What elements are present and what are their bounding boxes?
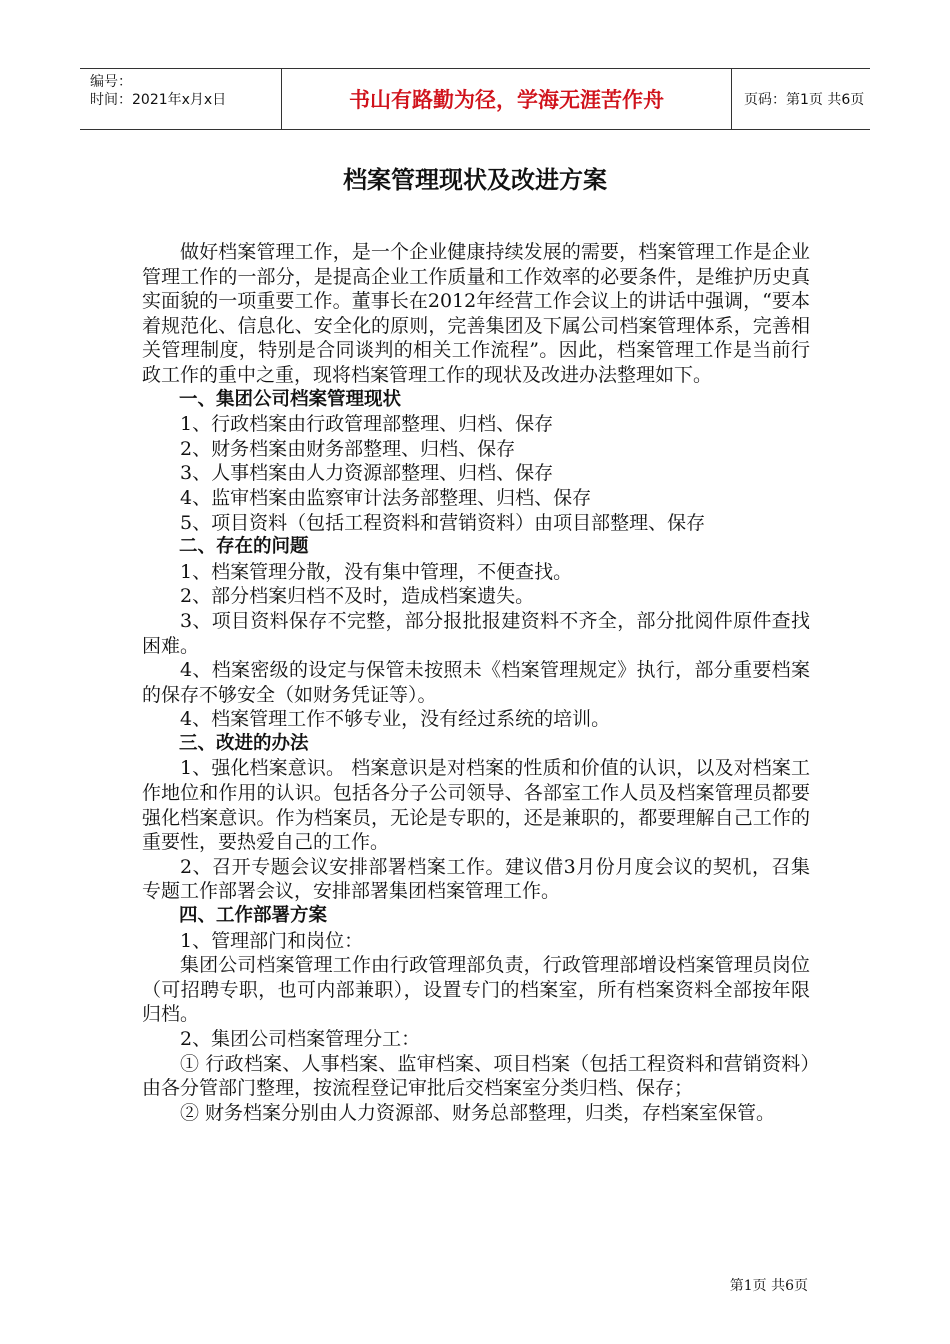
page-header <box>80 68 870 130</box>
list-item: 2、召开专题会议安排部署档案工作。建议借3月份月度会议的契机，召集专题工作部署会议，安排部署集团档案管理工作。 <box>142 855 810 903</box>
list-item: ② 财务档案分别由人力资源部、财务总部整理，归类，存档案室保管。 <box>180 1101 776 1124</box>
list-item: 5、项目资料（包括工程资料和营销资料）由项目部整理、保存 <box>180 511 706 534</box>
list-item: 3、人事档案由人力资源部整理、归档、保存 <box>180 462 554 485</box>
list-item: 1、档案管理分散，没有集中管理，不便查找。 <box>180 560 573 583</box>
list-item: 1、管理部门和岗位： <box>180 929 364 952</box>
section-heading: 一、集团公司档案管理现状 <box>179 388 402 410</box>
body-paragraph: 集团公司档案管理工作由行政管理部负责，行政管理部增设档案管理员岗位（可招聘专职，也可内部兼职），设置专门的档案室，所有档案资料全部按年限归档。 <box>142 954 810 1026</box>
document-title: 档案管理现状及改进方案 <box>343 166 607 194</box>
document-time-label: 时间：2021年x月x日 <box>90 92 227 108</box>
header-meta <box>80 69 282 129</box>
list-item: 1、强化档案意识。 档案意识是对档案的性质和价值的认识，以及对档案工作地位和作用的认识。包括各分子公司领导、各部室工作人员及档案管理员都要强化档案意识。作为档案员，无论是专职的，还是兼职的，都要理解自己工作的重要性，要热爱自己的工作。 <box>142 757 810 854</box>
section-heading: 四、工作部署方案 <box>179 905 328 927</box>
document-body <box>142 240 810 1125</box>
header-motto: 书山有路勤为径，学海无涯苦作舟 <box>282 69 732 129</box>
page-footer: 第1页 共6页 <box>729 1278 808 1294</box>
list-item: 4、档案密级的设定与保管未按照未《档案管理规定》执行，部分重要档案的保存不够安全（如财务凭证等）。 <box>142 659 810 706</box>
list-item: 2、财务档案由财务部整理、归档、保存 <box>180 437 516 460</box>
header-page-code: 页码：第1页 共6页 <box>744 92 865 108</box>
document-number-label: 编号： <box>90 74 132 90</box>
list-item: 4、监审档案由监察审计法务部整理、归档、保存 <box>180 486 592 509</box>
section-heading: 二、存在的问题 <box>179 536 309 558</box>
list-item: ① 行政档案、人事档案、监审档案、项目档案（包括工程资料和营销资料）由各分管部门整理，按流程登记审批后交档案室分类归档、保存； <box>142 1052 810 1100</box>
list-item: 2、部分档案归档不及时，造成档案遗失。 <box>180 585 535 608</box>
list-item: 4、档案管理工作不够专业，没有经过系统的培训。 <box>180 708 611 731</box>
section-heading: 三、改进的办法 <box>179 732 309 754</box>
intro-paragraph: 做好档案管理工作，是一个企业健康持续发展的需要，档案管理工作是企业管理工作的一部分，是提高企业工作质量和工作效率的必要条件，是维护历史真实面貌的一项重要工作。董事长在2012年经营工作会议上的讲话中强调，“要本着规范化、信息化、安全化的原则，完善集团及下属公司档案管理体系，完善相关管理制度，特别是合同谈判的相关工作流程”。因此，档案管理工作是当前行政工作的重中之重，现将档案管理工作的现状及改进办法整理如下。 <box>142 241 810 386</box>
list-item: 2、集团公司档案管理分工： <box>180 1028 421 1050</box>
list-item: 1、行政档案由行政管理部整理、归档、保存 <box>180 413 554 436</box>
list-item: 3、项目资料保存不完整，部分报批报建资料不齐全，部分批阅件原件查找困难。 <box>142 609 810 657</box>
